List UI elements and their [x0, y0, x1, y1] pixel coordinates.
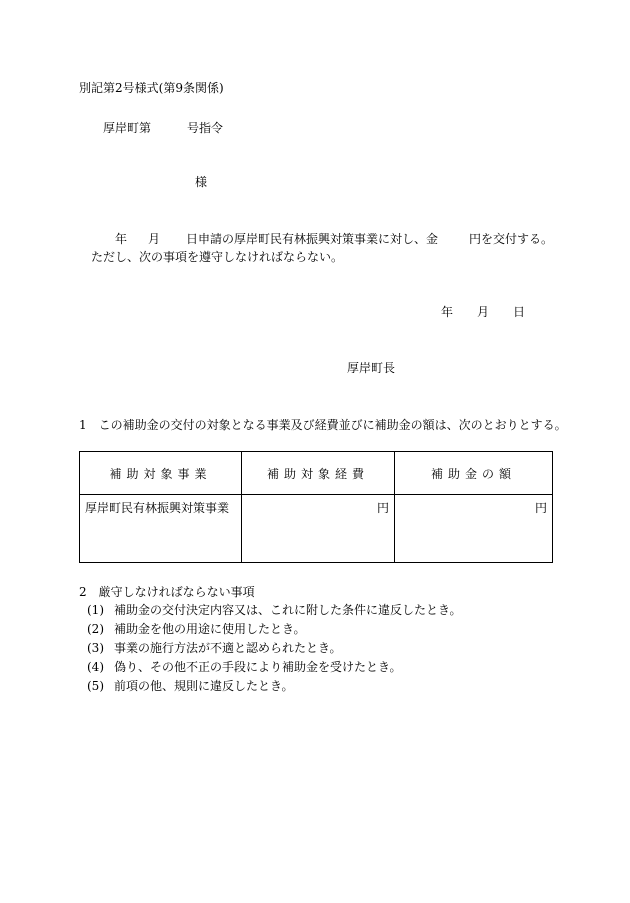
header-amount: 補助金の額	[395, 452, 553, 495]
notice-number-prefix: 厚岸町第	[103, 121, 152, 135]
date-month: 月	[477, 305, 490, 319]
notice-number-suffix: 号指令	[187, 121, 224, 135]
form-label: 別記第2号様式(第9条関係)	[79, 81, 224, 95]
header-cost: 補助対象経費	[242, 452, 395, 495]
body-year: 年	[115, 232, 128, 246]
grant-table-header-row	[80, 452, 553, 495]
cell-project: 厚岸町民有林振興対策事業	[80, 495, 242, 563]
body-line-2: ただし、次の事項を遵守しなければならない。	[91, 250, 344, 264]
list-item-number: (1)	[87, 603, 104, 617]
table-row	[80, 495, 553, 563]
cell-cost: 円	[242, 495, 395, 563]
header-project: 補助対象事業	[80, 452, 242, 495]
section1-heading: 1 この補助金の交付の対象となる事業及び経費並びに補助金の額は、次のとおりとする。	[79, 418, 567, 432]
list-item-text: 補助金の交付決定内容又は、これに附した条件に違反したとき。	[114, 603, 462, 617]
list-item-number: (4)	[87, 660, 104, 674]
addressee-suffix: 様	[195, 175, 208, 189]
body-month: 月	[148, 232, 161, 246]
grant-table	[79, 451, 553, 563]
list-item-number: (5)	[87, 679, 104, 693]
list-item-number: (2)	[87, 622, 104, 636]
section2-heading: 2 厳守しなければならない事項	[79, 585, 255, 599]
cell-amount: 円	[395, 495, 553, 563]
list-item-text: 補助金を他の用途に使用したとき。	[114, 622, 306, 636]
body-amount-text: 円を交付する。	[469, 232, 554, 246]
list-item-text: 偽り、その他不正の手段により補助金を受けたとき。	[114, 660, 402, 674]
body-day-text: 日申請の厚岸町民有林振興対策事業に対し、金	[186, 232, 439, 246]
list-item-text: 事業の施行方法が不適と認められたとき。	[114, 641, 342, 655]
date-year: 年	[441, 305, 454, 319]
list-item-text: 前項の他、規則に違反したとき。	[114, 679, 294, 693]
date-day: 日	[513, 305, 526, 319]
issuer: 厚岸町長	[347, 361, 396, 375]
list-item-number: (3)	[87, 641, 104, 655]
